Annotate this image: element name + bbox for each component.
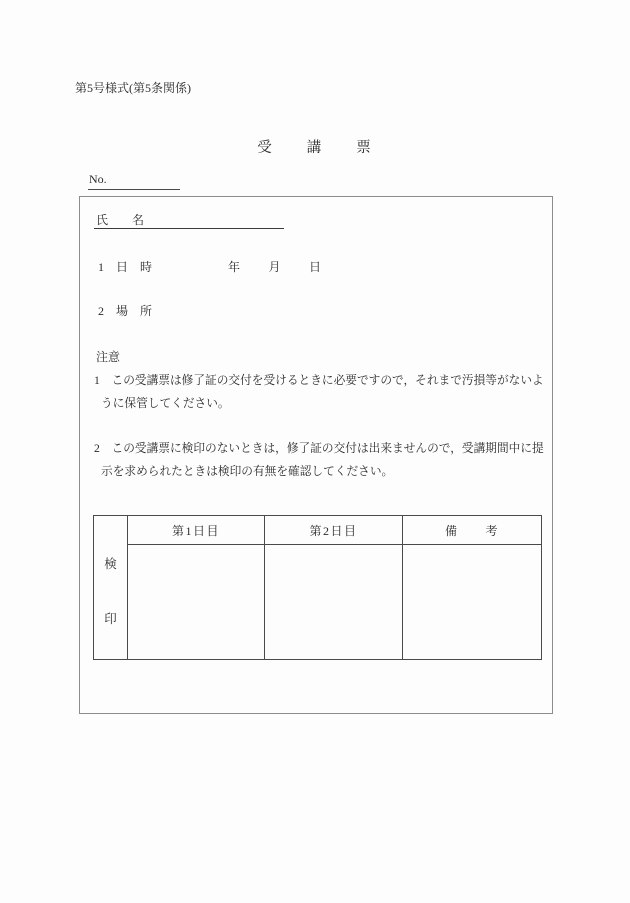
- name-field: [94, 211, 284, 229]
- ticket-number-field: [88, 172, 180, 190]
- note-1-line-1: 1 この受講票は修了証の交付を受けるときに必要ですので，それまで汚損等がないよ: [94, 374, 544, 387]
- stamp-row-label: [94, 516, 127, 627]
- note-1-line-2: うに保管してください。: [101, 397, 230, 410]
- datetime-year-month-day: 年 月 日: [228, 260, 323, 274]
- stamp-table: [93, 515, 542, 660]
- name-label: 氏 名: [96, 213, 145, 227]
- stamp-label-top: 検: [104, 557, 117, 571]
- stamp-table-header-day2: 第2日目: [265, 516, 403, 545]
- stamp-table-header-remarks: 備 考: [403, 516, 542, 545]
- ticket-body-box: [79, 196, 553, 714]
- place-label: 2 場 所: [98, 304, 153, 318]
- stamp-table-header-day1: 第1日目: [128, 516, 265, 545]
- stamp-row-label-cell: [94, 516, 128, 660]
- stamp-cell-remarks: [403, 545, 542, 660]
- note-2-line-2: 示を求められたときは検印の有無を確認してください。: [101, 465, 394, 478]
- datetime-label: 1 日 時: [98, 260, 153, 274]
- stamp-cell-day1: [128, 545, 265, 660]
- ticket-number-label: No.: [89, 172, 107, 186]
- note-2-line-1: 2 この受講票に検印のないときは，修了証の交付は出来ませんので，受講期間中に提: [94, 442, 544, 455]
- page-title: 受 講 票: [257, 140, 373, 156]
- stamp-label-bottom: 印: [104, 612, 117, 626]
- stamp-cell-day2: [265, 545, 403, 660]
- form-number-label: 第5号様式(第5条関係): [75, 81, 191, 95]
- notes-heading: 注意: [96, 350, 121, 364]
